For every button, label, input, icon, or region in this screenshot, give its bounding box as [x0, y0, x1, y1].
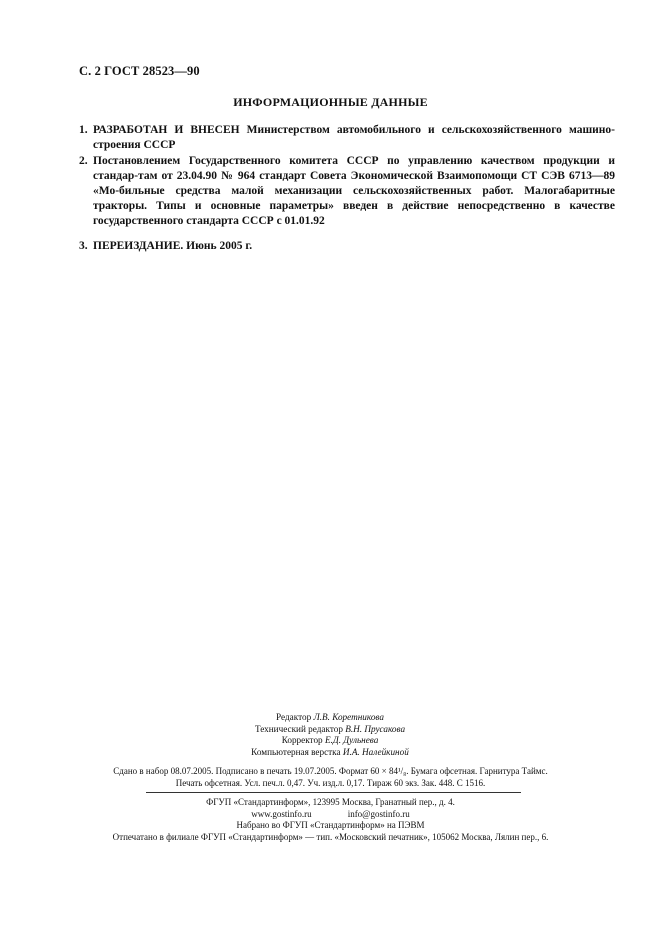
editorial-credits	[180, 712, 480, 758]
info-item-2	[79, 154, 615, 229]
print-info	[0, 766, 661, 789]
divider-line	[146, 792, 521, 793]
item-text: Постановлением Государственного комитета СССР по управлению качеством продукции и стандар-там от 23.04.90 № 964 стандарт Совета Экономической Взаимопомощи СТ СЭВ 6713—89 «Мо-бильные средства малой механизации сельскохозяйственных работ. Малогабаритные тракторы. Типы и основные параметры» введен в действие непосредственно в качестве государственного стандарта СССР с 01.01.92	[93, 155, 615, 227]
publisher-typeset: Набрано во ФГУП «Стандартинформ» на ПЭВМ	[236, 820, 425, 830]
item-text: ПЕРЕИЗДАНИЕ. Июнь 2005 г.	[93, 240, 253, 252]
credit-layout	[180, 747, 480, 759]
publisher-printed: Отпечатано в филиале ФГУП «Стандартинформ» — тип. «Московский печатник», 105062 Москва, Лялин пер., 6.	[112, 831, 549, 842]
credit-corrector	[180, 735, 480, 747]
credit-tech-editor	[180, 724, 480, 736]
print-info-line2: Печать офсетная. Усл. печ.л. 0,47. Уч. изд.л. 0,17. Тираж 60 экз. Зак. 448. С 1516.	[175, 777, 486, 788]
print-info-line1: Сдано в набор 08.07.2005. Подписано в печать 19.07.2005. Формат 60 × 84¹/₈. Бумага офсетная. Гарнитура Таймс.	[113, 766, 548, 776]
publisher-contacts	[0, 809, 661, 821]
section-title: ИНФОРМАЦИОННЫЕ ДАННЫЕ	[233, 95, 428, 109]
publisher-info	[0, 797, 661, 843]
credit-name: Е.Д. Дульнева	[324, 735, 379, 745]
credit-role: Компьютерная верстка	[251, 746, 341, 757]
credit-role: Редактор	[276, 712, 312, 722]
info-item-1	[79, 123, 615, 153]
credit-role: Технический редактор	[254, 723, 343, 734]
publisher-address: ФГУП «Стандартинформ», 123995 Москва, Гранатный пер., д. 4.	[206, 797, 455, 807]
page-header: С. 2 ГОСТ 28523—90	[79, 64, 200, 78]
publisher-email-link[interactable]: info@gostinfo.ru	[347, 808, 410, 819]
item-number: 3.	[79, 240, 88, 252]
credit-name: И.А. Налейкиной	[342, 746, 409, 757]
item-text: РАЗРАБОТАН И ВНЕСЕН Министерством автомобильного и сельскохозяйственного машино-строения СССР	[93, 124, 615, 151]
item-number: 1.	[79, 124, 88, 136]
item-number: 2.	[79, 155, 88, 167]
publisher-website-link[interactable]: www.gostinfo.ru	[251, 808, 312, 819]
credit-role: Корректор	[281, 735, 323, 745]
credit-name: Л.В. Коретникова	[313, 712, 384, 722]
credit-editor	[180, 712, 480, 724]
credit-name: В.Н. Прусакова	[345, 723, 406, 734]
info-item-3	[79, 239, 615, 254]
